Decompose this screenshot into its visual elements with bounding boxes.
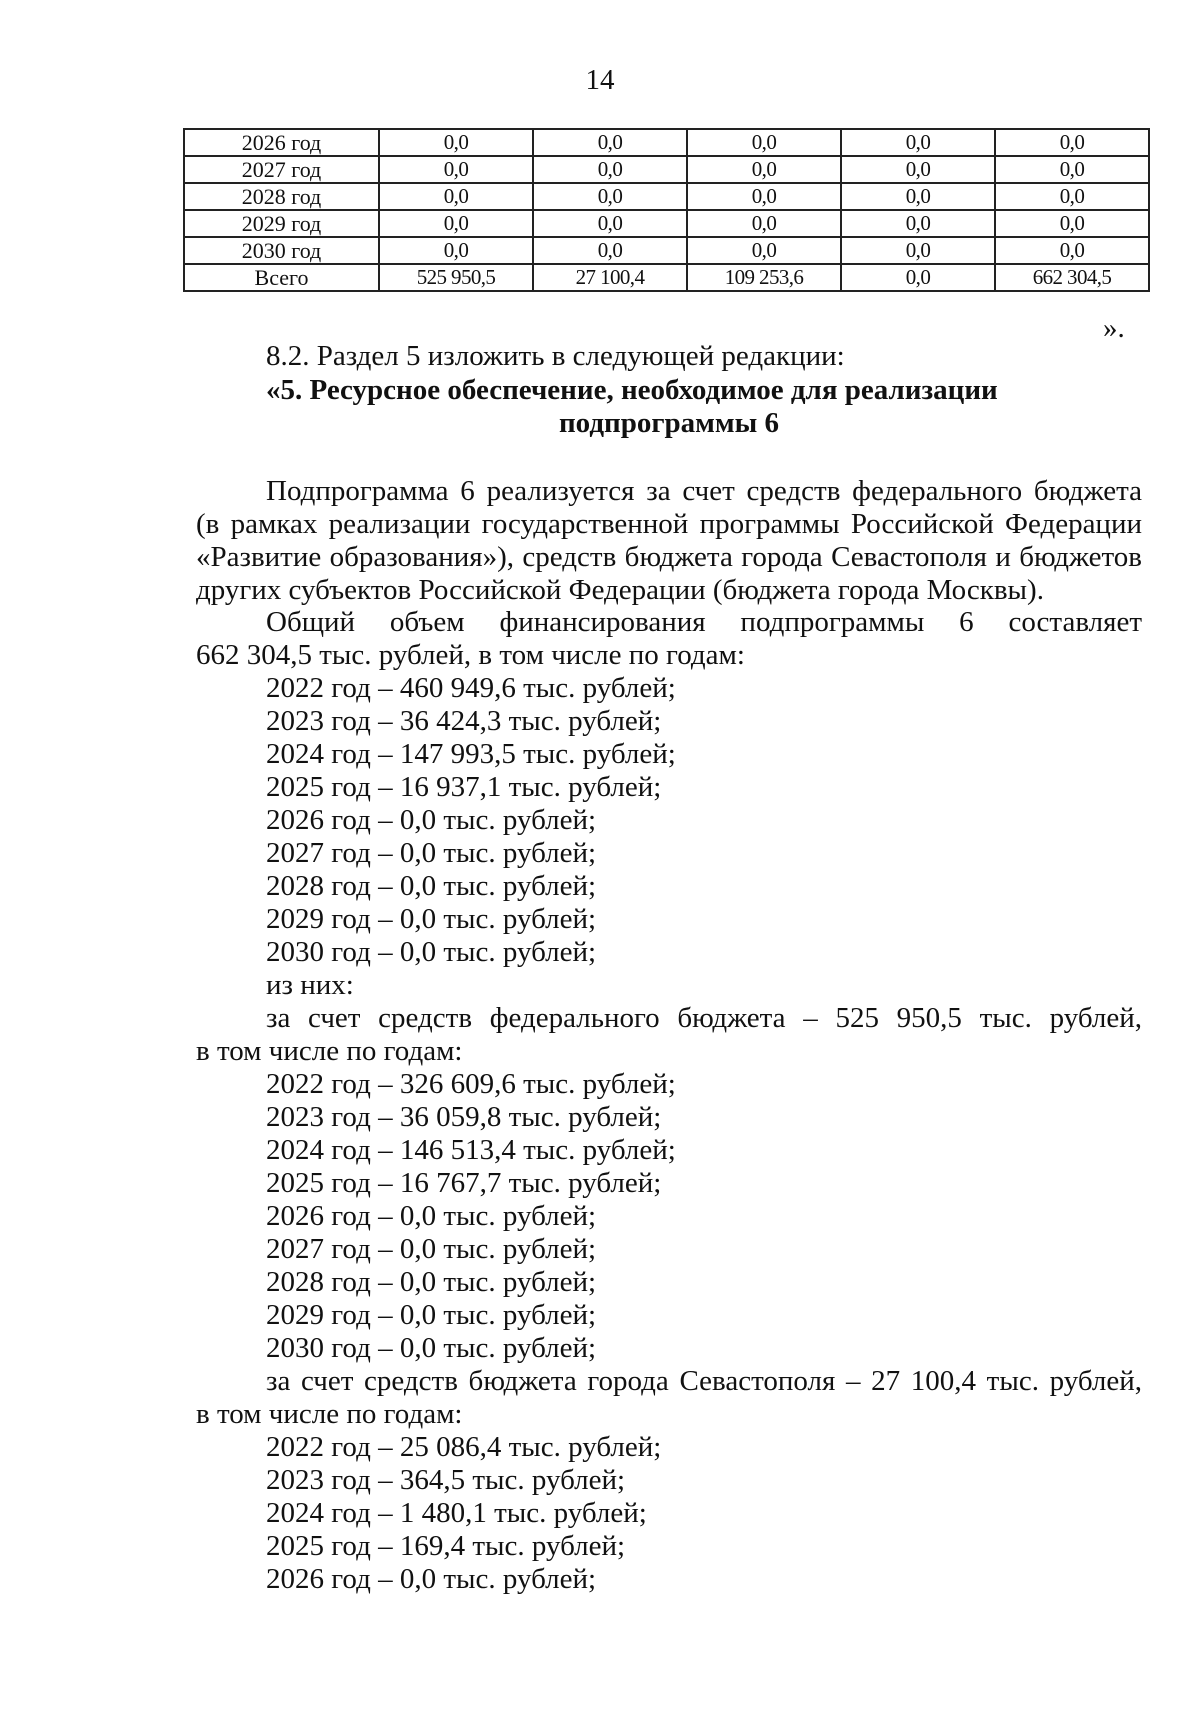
value-cell: 0,0 [379, 129, 533, 156]
value-cell: 0,0 [995, 237, 1149, 264]
list-item: 2023 год – 36 424,3 тыс. рублей; [266, 705, 662, 737]
value-cell: 0,0 [841, 237, 995, 264]
value-cell: 0,0 [687, 129, 841, 156]
list-item: 2023 год – 364,5 тыс. рублей; [266, 1464, 626, 1496]
sevastopol-budget-line: за счет средств бюджета города Севастополя – 27 100,4 тыс. рублей, [266, 1365, 1142, 1397]
list-item: 2030 год – 0,0 тыс. рублей; [266, 1332, 597, 1364]
total-value-cell: 525 950,5 [379, 264, 533, 291]
of-them-label: из них: [266, 969, 354, 1001]
value-cell: 0,0 [687, 183, 841, 210]
total-value-cell: 109 253,6 [687, 264, 841, 291]
year-cell: 2030 год [184, 237, 379, 264]
list-item: 2026 год – 0,0 тыс. рублей; [266, 804, 597, 836]
list-item: 2025 год – 169,4 тыс. рублей; [266, 1530, 626, 1562]
list-item: 2025 год – 16 937,1 тыс. рублей; [266, 771, 662, 803]
value-cell: 0,0 [379, 183, 533, 210]
list-item: 2027 год – 0,0 тыс. рублей; [266, 837, 597, 869]
paragraph-line: других субъектов Российской Федерации (бюджета города Москвы). [196, 574, 1044, 606]
list-item: 2029 год – 0,0 тыс. рублей; [266, 903, 597, 935]
table-row [184, 183, 1149, 210]
list-item: 2028 год – 0,0 тыс. рублей; [266, 870, 597, 902]
paragraph-line: «Развитие образования»), средств бюджета города Севастополя и бюджетов [196, 541, 1142, 573]
list-item: 2027 год – 0,0 тыс. рублей; [266, 1233, 597, 1265]
section-heading-line1: «5. Ресурсное обеспечение, необходимое для реализации [266, 374, 998, 406]
value-cell: 0,0 [533, 210, 687, 237]
total-value-cell: 27 100,4 [533, 264, 687, 291]
value-cell: 0,0 [687, 210, 841, 237]
section-heading-line2: подпрограммы 6 [558, 407, 780, 439]
list-item: 2026 год – 0,0 тыс. рублей; [266, 1563, 597, 1595]
table-row [184, 129, 1149, 156]
value-cell: 0,0 [687, 237, 841, 264]
table-row [184, 156, 1149, 183]
value-cell: 0,0 [995, 210, 1149, 237]
value-cell: 0,0 [841, 183, 995, 210]
total-value-cell: 0,0 [841, 264, 995, 291]
list-item: 2029 год – 0,0 тыс. рублей; [266, 1299, 597, 1331]
list-item: 2024 год – 147 993,5 тыс. рублей; [266, 738, 676, 770]
closing-quote: ». [1103, 312, 1125, 344]
financing-table [183, 128, 1150, 292]
table-row [184, 237, 1149, 264]
table-row [184, 210, 1149, 237]
value-cell: 0,0 [841, 129, 995, 156]
value-cell: 0,0 [995, 183, 1149, 210]
year-cell: 2028 год [184, 183, 379, 210]
paragraph-line: Подпрограмма 6 реализуется за счет средств федерального бюджета [266, 475, 1142, 507]
year-cell: 2027 год [184, 156, 379, 183]
year-cell: 2029 год [184, 210, 379, 237]
value-cell: 0,0 [533, 129, 687, 156]
value-cell: 0,0 [841, 210, 995, 237]
value-cell: 0,0 [379, 237, 533, 264]
total-label-cell: Всего [184, 264, 379, 291]
federal-budget-line: за счет средств федерального бюджета – 525 950,5 тыс. рублей, [266, 1002, 1142, 1034]
value-cell: 0,0 [687, 156, 841, 183]
value-cell: 0,0 [995, 129, 1149, 156]
list-item: 2030 год – 0,0 тыс. рублей; [266, 936, 597, 968]
value-cell: 0,0 [533, 183, 687, 210]
paragraph-line: 662 304,5 тыс. рублей, в том числе по годам: [196, 639, 745, 671]
amendment-instruction: 8.2. Раздел 5 изложить в следующей редакции: [266, 340, 845, 372]
value-cell: 0,0 [533, 237, 687, 264]
total-value-cell: 662 304,5 [995, 264, 1149, 291]
list-item: 2022 год – 326 609,6 тыс. рублей; [266, 1068, 676, 1100]
list-item: 2023 год – 36 059,8 тыс. рублей; [266, 1101, 662, 1133]
list-item: 2022 год – 460 949,6 тыс. рублей; [266, 672, 676, 704]
value-cell: 0,0 [995, 156, 1149, 183]
list-item: 2028 год – 0,0 тыс. рублей; [266, 1266, 597, 1298]
federal-budget-subline: в том числе по годам: [196, 1035, 463, 1067]
year-cell: 2026 год [184, 129, 379, 156]
sevastopol-budget-subline: в том числе по годам: [196, 1398, 463, 1430]
value-cell: 0,0 [533, 156, 687, 183]
value-cell: 0,0 [841, 156, 995, 183]
table-total-row [184, 264, 1149, 291]
list-item: 2024 год – 1 480,1 тыс. рублей; [266, 1497, 647, 1529]
value-cell: 0,0 [379, 210, 533, 237]
list-item: 2022 год – 25 086,4 тыс. рублей; [266, 1431, 662, 1463]
page-number: 14 [585, 64, 615, 96]
paragraph-line: Общий объем финансирования подпрограммы 6 составляет [266, 606, 1142, 638]
value-cell: 0,0 [379, 156, 533, 183]
list-item: 2024 год – 146 513,4 тыс. рублей; [266, 1134, 676, 1166]
list-item: 2026 год – 0,0 тыс. рублей; [266, 1200, 597, 1232]
list-item: 2025 год – 16 767,7 тыс. рублей; [266, 1167, 662, 1199]
paragraph-line: (в рамках реализации государственной программы Российской Федерации [196, 508, 1142, 540]
